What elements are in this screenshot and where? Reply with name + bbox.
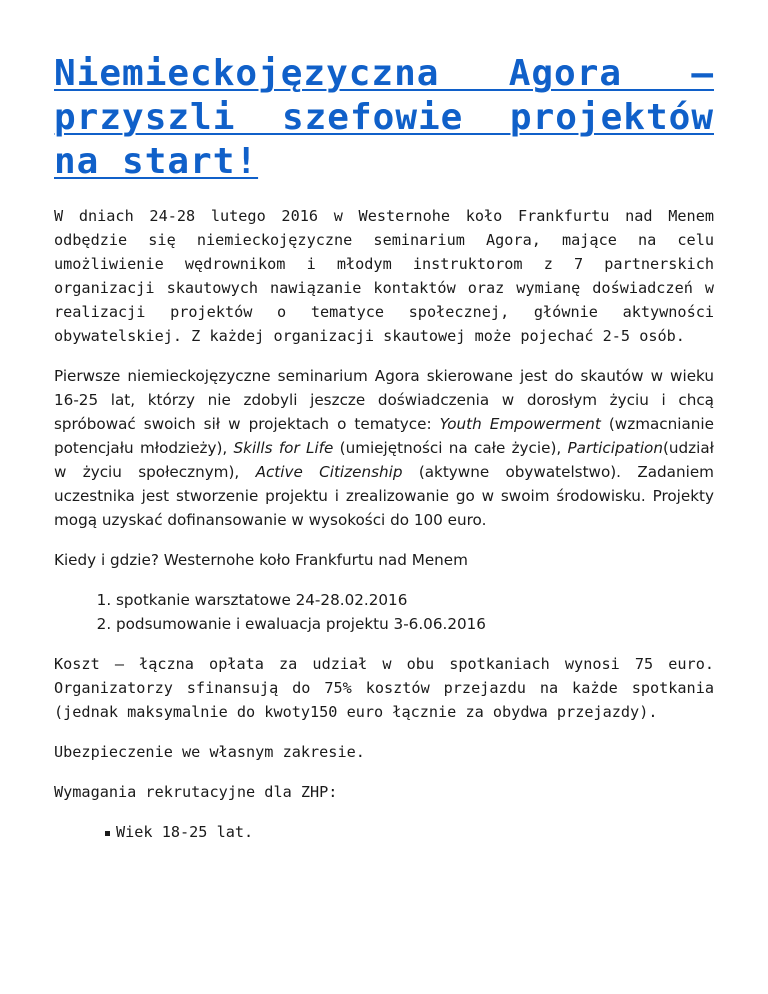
list-item: Wiek 18-25 lat. (116, 820, 714, 844)
list-item: 1. spotkanie warsztatowe 24-28.02.2016 (116, 588, 714, 612)
intro-paragraph: W dniach 24-28 lutego 2016 w Westernohe koło Frankfurtu nad Menem odbędzie się niemieckojęzyczne seminarium Agora, mające na celu umożliwienie wędrownikom i młodym instruktorom z 7 partnerskich organizacji skautowych nawiązanie kontaktów oraz wymianę doświadczeń w realizacji projektów o tematyce społecznej, głównie aktywności obywatelskiej. Z każdej organizacji skautowej może pojechać 2-5 osób. (54, 207, 714, 345)
requirements-heading: Wymagania rekrutacyjne dla ZHP: (54, 783, 338, 801)
insurance-paragraph: Ubezpieczenie we własnym zakresie. (54, 743, 365, 761)
list-item: 2. podsumowanie i ewaluacja projektu 3-6.06.2016 (116, 612, 714, 636)
dates-list (54, 588, 714, 636)
description-text-a: Pierwsze niemieckojęzyczne seminarium Agora skierowane jest do skautów w wieku 16-25 lat, którzy nie zdobyli jeszcze doświadczenia w dorosłym życiu i chcą spróbować swoich sił w projektach o tematyce: (54, 367, 714, 433)
description-text-c: (umiejętności na całe życie), (333, 439, 568, 457)
description-text-e: (aktywne obywatelstwo). Zadaniem uczestnika jest stworzenie projektu i zrealizowanie go w swoim środowisku. Projekty mogą uzyskać dofinansowanie w wysokości do 100 euro. (54, 463, 714, 529)
term-skills-for-life: Skills for Life (233, 439, 334, 457)
term-active-citizenship: Active Citizenship (255, 463, 403, 481)
requirements-list (54, 820, 714, 844)
description-paragraph (54, 364, 714, 532)
cost-paragraph: Koszt – łączna opłata za udział w obu spotkaniach wynosi 75 euro. Organizatorzy sfinansują do 75% kosztów przejazdu na każde spotkania (jednak maksymalnie do kwoty150 euro łącznie za obydwa przejazdy). (54, 655, 714, 721)
page-title (54, 52, 714, 184)
description-text-b: (wzmacnianie potencjału młodzieży), (54, 415, 714, 457)
term-youth-empowerment: Youth Empowerment (439, 415, 601, 433)
term-participation: Participation (567, 439, 663, 457)
when-where-paragraph: Kiedy i gdzie? Westernohe koło Frankfurtu nad Menem (54, 551, 468, 569)
description-text-d: (udział w życiu społecznym), (54, 439, 714, 481)
title-link[interactable]: Niemieckojęzyczna Agora – przyszli szefowie projektów na start! (54, 53, 714, 182)
